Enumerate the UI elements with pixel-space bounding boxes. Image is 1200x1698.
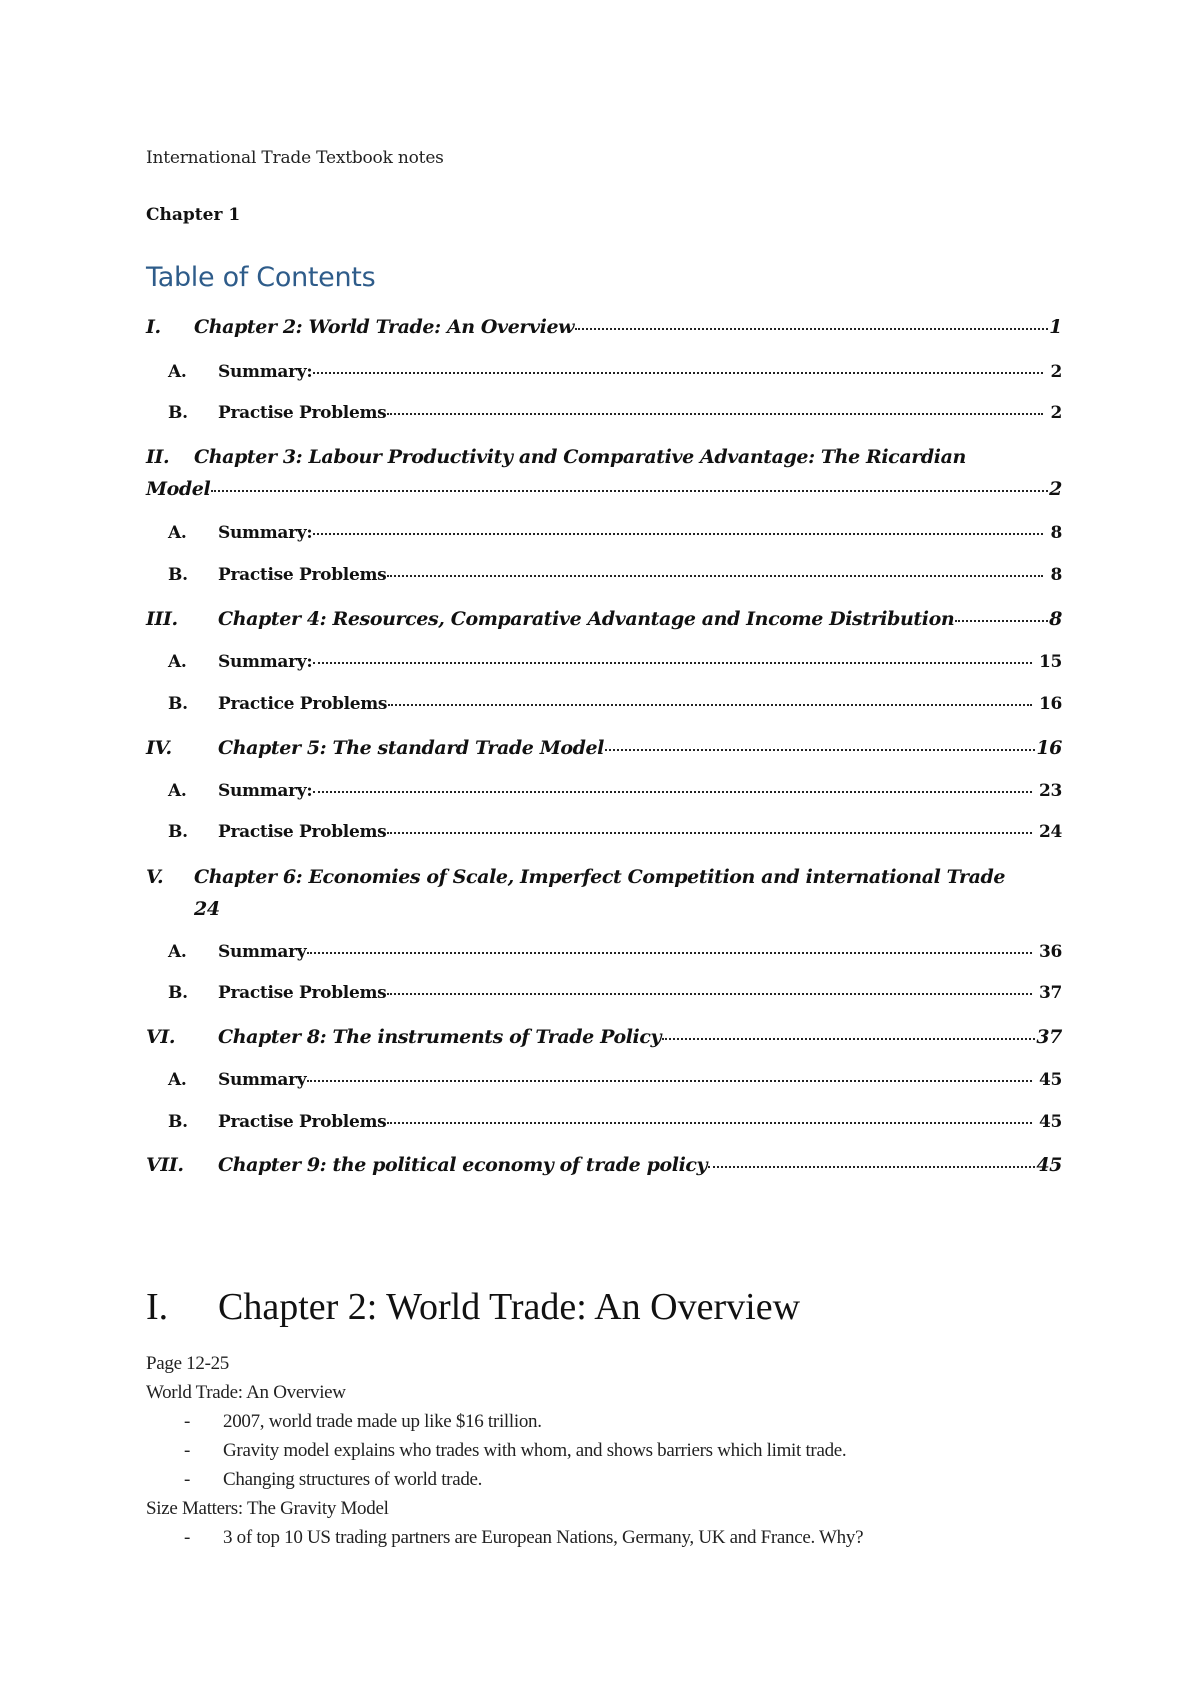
toc-entry-page: 8 [1050,523,1062,543]
toc-entry-number: B. [168,822,188,842]
toc-entry-number: IV. [146,737,172,759]
toc-entry-chapter-6[interactable] [146,866,1062,888]
bullet-marker: - [184,1440,191,1461]
toc-dot-leader [211,490,1048,492]
toc-entry-title: Chapter 8: The instruments of Trade Policy [218,1026,662,1048]
toc-entry-page: 2 [1050,403,1062,423]
toc-entry-number: III. [146,608,178,630]
toc-dot-leader [307,952,1032,954]
bullet-marker: - [184,1411,191,1432]
bullet-item [146,1440,846,1462]
toc-entry-number: A. [168,781,187,801]
toc-entry-number: B. [168,403,188,423]
bullet-item [146,1527,863,1549]
toc-entry-number: VI. [146,1026,176,1048]
toc-entry-summary[interactable] [146,781,1062,801]
toc-entry-title: Chapter 5: The standard Trade Model [218,737,604,759]
toc-entry-page: 1 [1049,316,1062,338]
toc-entry-title: Summary: [218,523,313,543]
toc-entry-page: 16 [1038,694,1062,714]
toc-entry-practice-problems[interactable] [146,694,1062,714]
toc-entry-title: Summary: [218,362,313,382]
toc-entry-page: 37 [1036,1026,1062,1048]
toc-entry-title: Summary [218,942,307,962]
toc-entry-page: 8 [1050,565,1062,585]
toc-entry-chapter-3-continuation[interactable] [146,478,1062,500]
bullet-marker: - [184,1469,191,1490]
document-title: International Trade Textbook notes [146,148,444,168]
toc-entry-title: Practise Problems [218,822,387,842]
toc-entry-title: Practice Problems [218,694,388,714]
toc-dot-leader [307,1080,1032,1082]
bullet-text: Changing structures of world trade. [223,1469,483,1490]
toc-entry-number: B. [168,694,188,714]
toc-dot-leader [313,372,1043,374]
toc-entry-number: B. [168,1112,188,1132]
toc-entry-summary[interactable] [146,942,1062,962]
toc-entry-title-continuation: Model [146,478,211,500]
toc-entry-practise-problems[interactable] [146,403,1062,423]
toc-entry-number: V. [146,866,164,888]
toc-dot-leader [387,993,1032,995]
bullet-item [146,1469,482,1491]
toc-entry-page: 24 [1038,822,1062,842]
bullet-text: 2007, world trade made up like $16 trillion. [223,1411,542,1432]
toc-heading: Table of Contents [146,262,376,293]
toc-entry-summary[interactable] [146,523,1062,543]
toc-dot-leader [313,533,1043,535]
toc-dot-leader [388,704,1032,706]
toc-dot-leader [387,575,1043,577]
toc-entry-number: A. [168,942,187,962]
toc-entry-page: 45 [1038,1070,1062,1090]
bullet-marker: - [184,1527,191,1548]
toc-entry-chapter-9[interactable] [146,1154,1062,1176]
toc-entry-practise-problems[interactable] [146,565,1062,585]
toc-entry-summary[interactable] [146,652,1062,672]
subheading: World Trade: An Overview [146,1382,346,1403]
toc-dot-leader [708,1166,1035,1168]
toc-entry-number: VII. [146,1154,184,1176]
chapter-label: Chapter 1 [146,205,241,225]
toc-entry-number: A. [168,652,187,672]
toc-entry-title: Summary [218,1070,307,1090]
toc-entry-chapter-2[interactable] [146,316,1062,338]
toc-dot-leader [662,1038,1035,1040]
toc-entry-title: Practise Problems [218,403,387,423]
toc-entry-page: 45 [1038,1112,1062,1132]
toc-entry-summary[interactable] [146,1070,1062,1090]
toc-entry-title: Practise Problems [218,565,387,585]
bullet-text: 3 of top 10 US trading partners are European Nations, Germany, UK and France. Why? [223,1527,864,1548]
toc-entry-number: B. [168,983,188,1003]
toc-entry-number: B. [168,565,188,585]
bullet-text: Gravity model explains who trades with whom, and shows barriers which limit trade. [223,1440,847,1461]
toc-entry-page: 16 [1036,737,1062,759]
toc-dot-leader [605,749,1035,751]
toc-entry-title: Chapter 3: Labour Productivity and Comparative Advantage: The Ricardian [194,446,966,468]
toc-dot-leader [313,791,1032,793]
toc-entry-page: 45 [1036,1154,1062,1176]
toc-entry-page: 37 [1038,983,1062,1003]
toc-entry-number: A. [168,1070,187,1090]
toc-entry-title: Chapter 2: World Trade: An Overview [194,316,575,338]
toc-dot-leader [387,413,1043,415]
toc-entry-number: A. [168,523,187,543]
toc-entry-title: Summary: [218,652,313,672]
toc-entry-page: 8 [1049,608,1062,630]
toc-entry-practise-problems[interactable] [146,983,1062,1003]
toc-entry-page: 2 [1049,478,1062,500]
toc-entry-number: II. [146,446,170,468]
toc-entry-title: Summary: [218,781,313,801]
toc-entry-page: 36 [1038,942,1062,962]
toc-dot-leader [387,832,1032,834]
page-range: Page 12-25 [146,1353,230,1374]
toc-entry-chapter-6-page[interactable] [194,898,220,920]
toc-entry-number: A. [168,362,187,382]
toc-entry-practise-problems[interactable] [146,1112,1062,1132]
section-heading [146,1285,800,1329]
toc-entry-summary[interactable] [146,362,1062,382]
toc-entry-chapter-4[interactable] [146,608,1062,630]
toc-entry-title: Practise Problems [218,1112,387,1132]
subheading: Size Matters: The Gravity Model [146,1498,389,1519]
toc-entry-number: I. [146,316,161,338]
toc-entry-chapter-8[interactable] [146,1026,1062,1048]
toc-entry-page: 2 [1050,362,1062,382]
toc-entry-title: Chapter 9: the political economy of trade policy [218,1154,708,1176]
section-title: Chapter 2: World Trade: An Overview [218,1286,801,1328]
bullet-item [146,1411,542,1433]
toc-entry-title: Chapter 6: Economies of Scale, Imperfect Competition and international Trade [194,866,1006,888]
toc-entry-page: 24 [194,898,220,920]
toc-dot-leader [387,1122,1032,1124]
toc-entry-page: 15 [1038,652,1062,672]
toc-entry-title: Practise Problems [218,983,387,1003]
toc-entry-practise-problems[interactable] [146,822,1062,842]
toc-entry-chapter-5[interactable] [146,737,1062,759]
toc-dot-leader [575,328,1048,330]
toc-dot-leader [955,620,1048,622]
section-number: I. [146,1286,169,1328]
toc-entry-title: Chapter 4: Resources, Comparative Advantage and Income Distribution [218,608,955,630]
toc-entry-chapter-3[interactable] [146,446,1062,468]
toc-entry-page: 23 [1038,781,1062,801]
toc-dot-leader [313,662,1032,664]
